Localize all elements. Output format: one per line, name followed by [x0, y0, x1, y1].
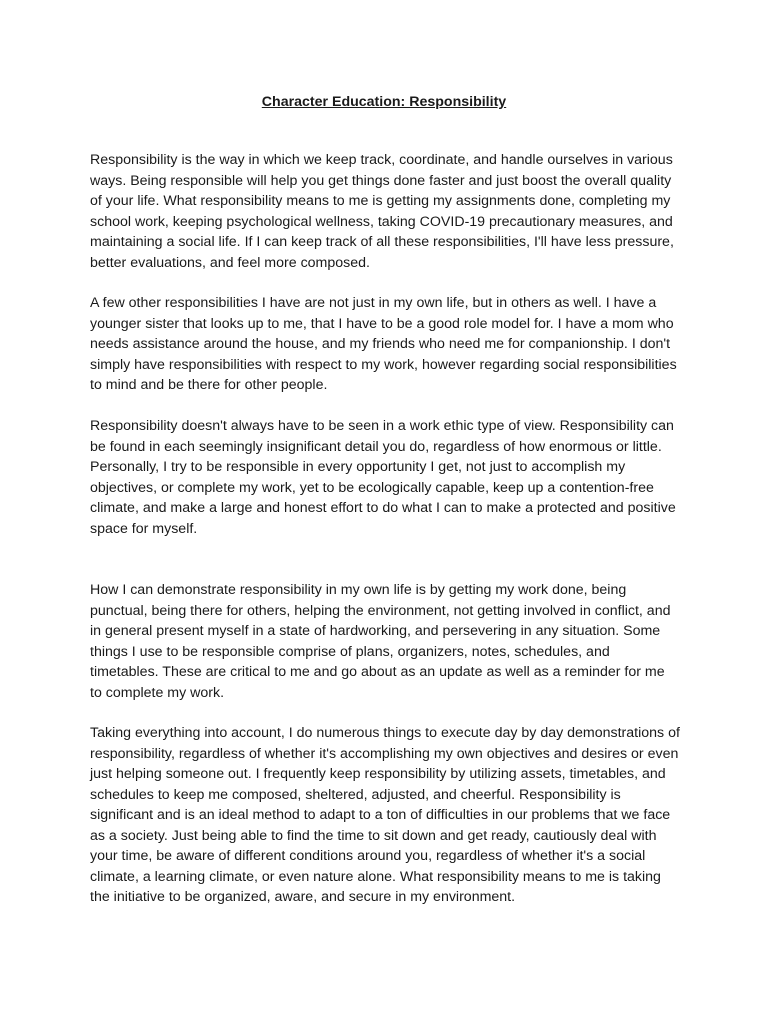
- document-title: Character Education: Responsibility: [261, 94, 507, 110]
- paragraph-intro: Responsibility is the way in which we keep track, coordinate, and handle ourselves in various ways. Being responsible will help you get things done faster and just boost the overall quality of your life. What responsibility means to me is getting my assignments done, completing my school work, keeping psychological wellness, taking COVID-19 precautionary measures, and maintaining a social life. If I can keep track of all these responsibilities, I'll have less pressure, better evaluations, and feel more composed.: [90, 152, 674, 271]
- paragraph-work-ethic: Responsibility doesn't always have to be seen in a work ethic type of view. Responsibility can be found in each seemingly insignificant detail you do, regardless of how enormous or little. Personally, I try to be responsible in every opportunity I get, not just to accomplish my objectives, or complete my work, yet to be ecologically capable, keep up a contention-free climate, and make a large and honest effort to do what I can to make a protected and positive space for myself.: [90, 418, 676, 537]
- paragraph-conclusion: Taking everything into account, I do numerous things to execute day by day demonstrations of responsibility, regardless of whether it's accomplishing my own objectives and desires or even just helping someone out. I frequently keep responsibility by utilizing assets, timetables, and schedules to keep me composed, sheltered, adjusted, and cheerful. Responsibility is significant and is an ideal method to adapt to a ton of difficulties in our problems that we face as a society. Just being able to find the time to sit down and get ready, cautiously deal with your time, be aware of different conditions around you, regardless of whether it's a social climate, a learning climate, or even nature alone. What responsibility means to me is taking the initiative to be organized, aware, and secure in my environment.: [90, 725, 680, 905]
- paragraph-other-responsibilities: A few other responsibilities I have are not just in my own life, but in others as well. I have a younger sister that looks up to me, that I have to be a good role model for. I have a mom who needs assistance around the house, and my friends who need me for companionship. I don't simply have responsibilities with respect to my work, however regarding social responsibilities to mind and be there for other people.: [90, 295, 677, 393]
- paragraph-demonstration: How I can demonstrate responsibility in my own life is by getting my work done, being punctual, being there for others, helping the environment, not getting involved in conflict, and in general present myself in a state of hardworking, and persevering in any situation. Some things I use to be responsible comprise of plans, organizers, notes, schedules, and timetables. These are critical to me and go about as an update as well as a reminder for me to complete my work.: [90, 582, 671, 701]
